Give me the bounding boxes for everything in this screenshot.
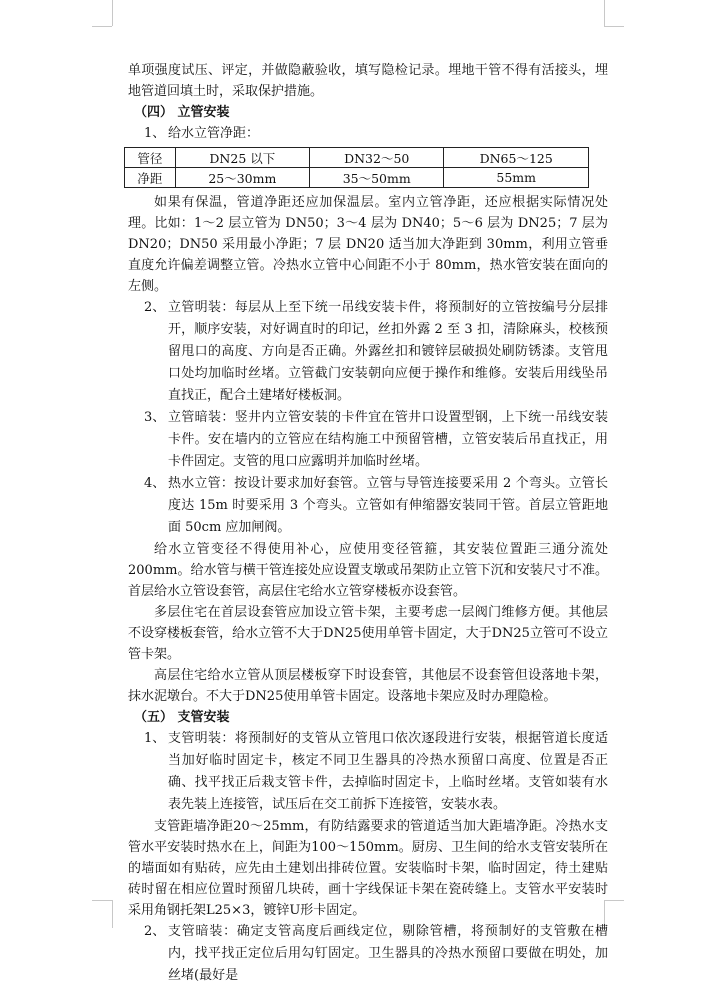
item-text: 给水立管净距： xyxy=(168,126,260,141)
crop-mark xyxy=(92,900,112,901)
paragraph: 支管距墙净距20～25mm，有防结露要求的管道适当加大距墙净距。冷热水支管水平安装时热水在上，间距为100～150mm。厨房、卫生间的给水支管安装所在的墙面如有贴砖，应先由土建划出排砖位置。安装临时卡架，临时固定，待土建贴砖时留在相应位置时预留几块砖，画十字线保证卡架在瓷砖缝上。支管水平安装时采用角钢托架L25×3，镀锌U形卡固定。 xyxy=(128,819,608,918)
list-item xyxy=(144,473,608,539)
item-number: 4、 xyxy=(144,476,166,491)
list-item xyxy=(144,123,608,145)
table-cell: DN25 以下 xyxy=(175,148,309,168)
crop-mark xyxy=(604,26,624,27)
table-row xyxy=(125,148,589,168)
item-text: 热水立管：按设计要求加好套管。立管与导管连接要采用 2 个弯头。立管长度达 15m 时要采用 3 个弯头。立管如有伸缩器安装同干管。首层立管距地面 50cm 应加闸阀。 xyxy=(168,476,608,535)
spacing-table xyxy=(124,147,589,188)
document-body xyxy=(128,60,608,987)
crop-mark xyxy=(92,0,113,26)
item-text: 支管明装：将预制好的支管从立管甩口依次逐段进行安装，根据管道长度适当加好临时固定卡，核定不同卫生器具的冷热水预留口高度、位置是否正确、找平找正后栽支管卡件，去掉临时固定卡，上临时丝堵。支管如装有水表先装上连接管，试压后在交工前拆下连接管，安装水表。 xyxy=(168,731,608,812)
section-heading: （四） 立管安装 xyxy=(134,105,230,120)
item-text: 立管暗装：竖井内立管安装的卡件宜在管井口设置型钢，上下统一吊线安装卡件。安在墙内的立管应在结构施工中预留管槽，立管安装后吊直找正，用卡件固定。支管的甩口应露明并加临时丝堵。 xyxy=(168,410,608,469)
list-item xyxy=(144,297,608,407)
item-number: 1、 xyxy=(144,731,166,746)
paragraph: 如果有保温，管道净距还应加保温层。室内立管净距，还应根据实际情况处理。比如：1～2 层立管为 DN50；3～4 层为 DN40；5～6 层为 DN25；7 层为 DN20；DN50 采用最小净距；7 层 DN20 适当加大净距到 30mm，利用立管垂直度允许偏差调整立管。冷热水立管中心间距不小于 80mm，热水管安装在面向的左侧。 xyxy=(128,195,608,294)
table-cell: 净距 xyxy=(125,168,176,188)
item-number: 1、 xyxy=(144,126,166,141)
table-cell: 55mm xyxy=(444,168,589,188)
crop-mark xyxy=(604,0,625,26)
table-cell: DN32～50 xyxy=(310,148,444,168)
item-number: 3、 xyxy=(144,410,166,425)
item-number: 2、 xyxy=(144,924,166,939)
paragraph: 单项强度试压、评定，并做隐蔽验收，填写隐检记录。埋地干管不得有活接头，埋地管道回填土时，采取保护措施。 xyxy=(128,63,608,99)
table-cell: 25～30mm xyxy=(175,168,309,188)
list-item xyxy=(144,921,608,987)
item-text: 支管暗装：确定支管高度后画线定位，剔除管槽，将预制好的支管敷在槽内，找平找正定位后用勾钉固定。卫生器具的冷热水预留口要做在明处，加丝堵(最好是 xyxy=(168,924,608,983)
paragraph: 给水立管变径不得使用补心，应使用变径管箍，其安装位置距三通分流处 200mm。给水管与横干管连接处应设置支墩或吊架防止立管下沉和安装尺寸不准。首层给水立管设套管，高层住宅给水立管穿楼板亦设套管。 xyxy=(128,542,608,599)
item-text: 立管明装：每层从上至下统一吊线安装卡件，将预制好的立管按编号分层排开，顺序安装，对好调直时的印记，丝扣外露 2 至 3 扣，清除麻头，校核预留甩口的高度、方向是否正确。外露丝扣和镀锌层破损处刷防锈漆。支管甩口处均加临时丝堵。立管截门安装朝向应便于操作和维修。安装后用线坠吊直找正，配合土建堵好楼板洞。 xyxy=(168,300,608,403)
section-heading: （五） 支管安装 xyxy=(134,710,230,725)
item-number: 2、 xyxy=(144,300,166,315)
table-cell: 35～50mm xyxy=(310,168,444,188)
table-row xyxy=(125,168,589,188)
list-item xyxy=(144,728,608,816)
crop-mark xyxy=(92,26,112,27)
paragraph: 高层住宅给水立管从顶层楼板穿下时设套管，其他层不设套管但设落地卡架，抹水泥墩台。不大于DN25使用单管卡固定。设落地卡架应及时办理隐检。 xyxy=(128,668,608,704)
list-item xyxy=(144,407,608,473)
paragraph: 多层住宅在首层设套管应加设立管卡架，主要考虑一层阀门维修方便。其他层不设穿楼板套管，给水立管不大于DN25使用单管卡固定，大于DN25立管可不设立管卡架。 xyxy=(128,605,608,662)
table-cell: 管径 xyxy=(125,148,176,168)
crop-mark xyxy=(92,900,113,928)
table-cell: DN65～125 xyxy=(444,148,589,168)
